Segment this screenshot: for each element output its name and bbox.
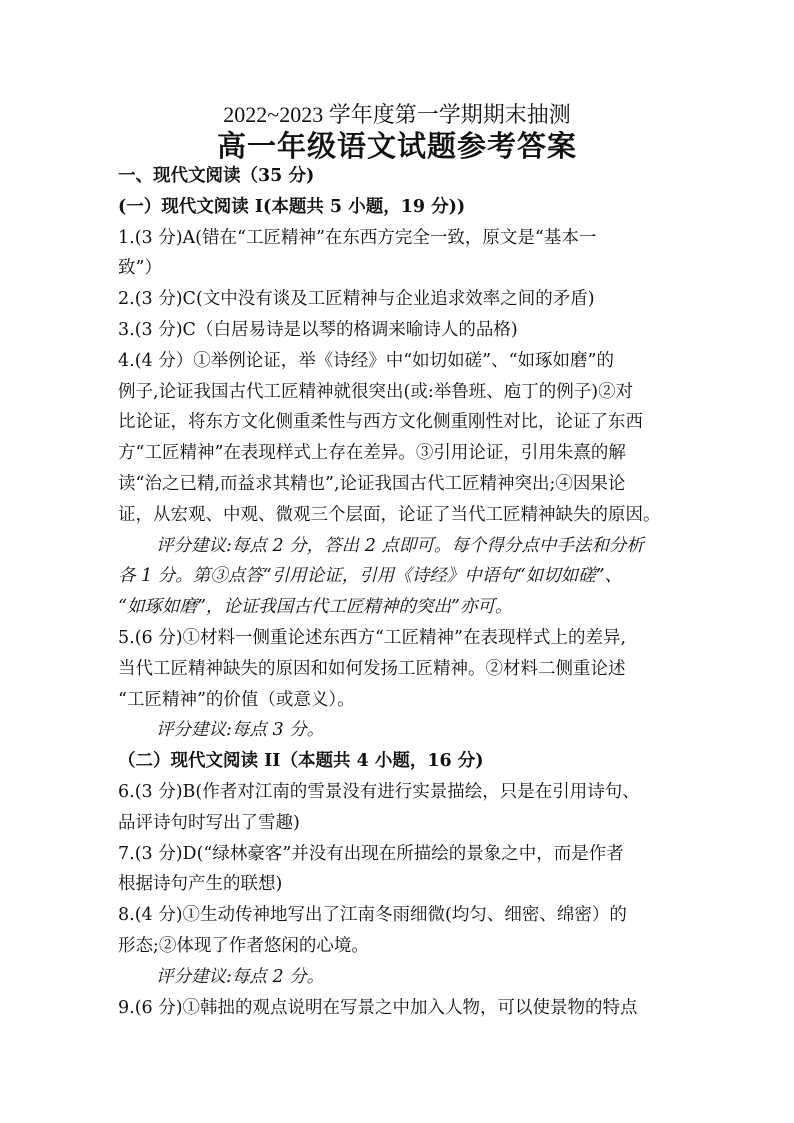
answer-line: 8.(4 分)①生动传神地写出了江南冬雨细微(均匀、细密、绵密）的 — [118, 905, 627, 926]
scoring-note: 各 1 分。第③点答“引用论证，引用《诗经》中语句“如切如磋”、 — [118, 566, 623, 587]
answer-line: 根据诗句产生的联想) — [118, 874, 283, 895]
section-heading: 一、现代文阅读（35 分) — [118, 166, 315, 186]
answer-line: 2.(3 分)C(文中没有谈及工匠精神与企业追求效率之间的矛盾) — [118, 289, 595, 310]
answer-line: 5.(6 分)①材料一侧重论述东西方“工匠精神”在表现样式上的差异, — [118, 627, 627, 648]
answer-line: “工匠精神”的价值（或意义）。 — [118, 689, 355, 710]
exam-title-line2: 高一年级语文试题参考答案 — [216, 129, 577, 163]
answer-line: 方“工匠精神”在表现样式上存在差异。③引用论证，引用朱熹的解 — [118, 443, 626, 464]
answer-line: 4.(4 分）①举例论证，举《诗经》中“如切如磋”、“如琢如磨”的 — [118, 350, 615, 371]
scoring-note: 评分建议:每点 2 分，答出 2 点即可。每个得分点中手法和分析 — [156, 535, 644, 556]
answer-line: 形态;②体现了作者悠闲的心境。 — [118, 935, 369, 956]
scoring-note: “如琢如磨”，论证我国古代工匠精神的突出”亦可。 — [118, 597, 513, 618]
scoring-note: 评分建议:每点 2 分。 — [156, 966, 325, 987]
answer-line: 6.(3 分)B(作者对江南的雪景没有进行实景描绘，只是在引用诗句、 — [118, 781, 640, 802]
answer-line: 致”） — [118, 258, 162, 279]
subsection-heading: (一）现代文阅读 I(本题共 5 小题，19 分)) — [118, 196, 466, 217]
answer-line: 比论证，将东方文化侧重柔性与西方文化侧重刚性对比，论证了东西 — [118, 412, 643, 433]
answer-line: 读“治之已精,而益求其精也”,论证我国古代工匠精神突出;④因果论 — [118, 473, 626, 494]
scoring-note: 评分建议:每点 3 分。 — [156, 720, 325, 741]
answer-line: 当代工匠精神缺失的原因和如何发扬工匠精神。②材料二侧重论述 — [118, 658, 626, 679]
answer-line: 9.(6 分)①韩拙的观点说明在写景之中加入人物，可以使景物的特点 — [118, 997, 638, 1018]
answer-line: 证，从宏观、中观、微观三个层面，论证了当代工匠精神缺失的原因。 — [118, 504, 661, 525]
answer-line: 3.(3 分)C（白居易诗是以琴的格调来喻诗人的品格) — [118, 319, 518, 340]
answer-line: 品评诗句时写出了雪趣) — [118, 812, 300, 833]
answer-body — [118, 161, 688, 1023]
exam-title-line1: 2022~2023 学年度第一学期期末抽测 — [223, 102, 571, 127]
subsection-heading: （二）现代文阅读 II（本题共 4 小题，16 分) — [118, 751, 484, 772]
answer-line: 7.(3 分)D(“绿林豪客”并没有出现在所描绘的景象之中，而是作者 — [118, 843, 624, 864]
answer-line: 1.(3 分)A(错在“工匠精神”在东西方完全一致，原文是“基本一 — [118, 227, 597, 248]
answer-line: 例子,论证我国古代工匠精神就很突出(或:举鲁班、庖丁的例子)②对 — [118, 381, 634, 402]
